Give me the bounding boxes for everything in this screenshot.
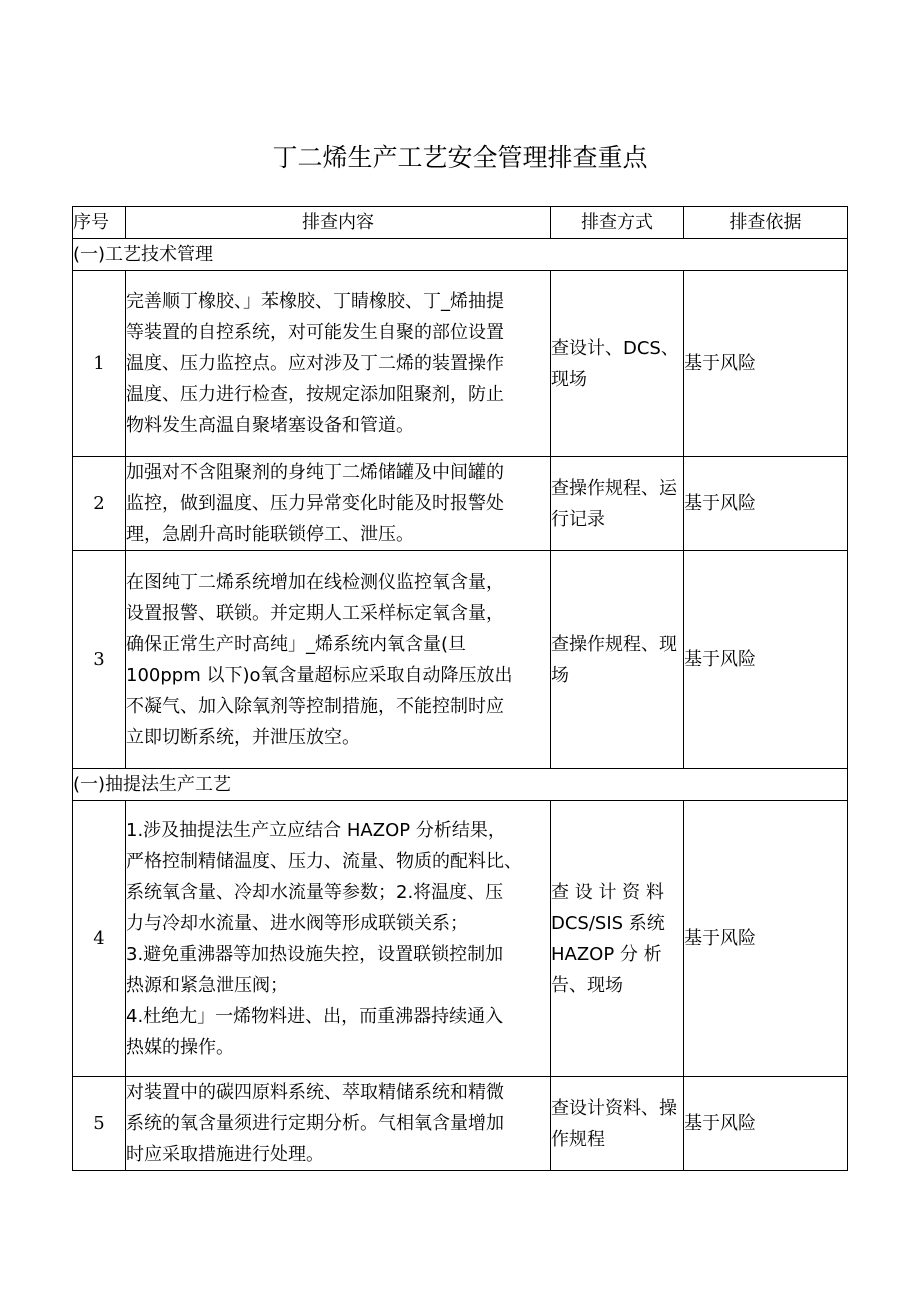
row-basis: 基于风险 xyxy=(684,1077,848,1171)
content-line: 立即切断系统，并泄压放空。 xyxy=(126,726,360,748)
method-line: 查设计、DCS、 xyxy=(551,337,679,359)
section-row xyxy=(73,769,848,801)
header-method: 排查方式 xyxy=(551,207,684,239)
table-row xyxy=(73,1077,848,1171)
content-line: 3.避免重沸器等加热设施失控，设置联锁控制加 xyxy=(126,943,504,965)
header-basis: 排查依据 xyxy=(684,207,848,239)
content-line: 严格控制精储温度、压力、流量、物质的配料比、 xyxy=(126,850,522,872)
content-line: 等装置的自控系统，对可能发生自聚的部位设置 xyxy=(126,322,504,343)
method-line: 告、现场 xyxy=(551,974,623,996)
row-number: 5 xyxy=(73,1077,126,1171)
section-label: (一)工艺技术管理 xyxy=(73,239,848,271)
content-line: 时应采取措施进行处理。 xyxy=(126,1144,324,1165)
row-number: 1 xyxy=(73,271,126,457)
row-method xyxy=(551,457,684,551)
content-line: 监控，做到温度、压力异常变化时能及时报警处 xyxy=(126,493,504,514)
method-line: 行记录 xyxy=(551,508,605,530)
section-row xyxy=(73,239,848,271)
table-row xyxy=(73,271,848,457)
content-line: 热媒的操作。 xyxy=(126,1036,234,1058)
method-line: 查操作规程、现 xyxy=(551,633,677,655)
row-method xyxy=(551,801,684,1077)
header-number: 序号 xyxy=(73,207,126,239)
row-basis: 基于风险 xyxy=(684,801,848,1077)
content-line: 100ppm 以下)o氧含量超标应采取自动降压放出 xyxy=(126,664,513,686)
content-line: 不凝气、加入除氧剂等控制措施，不能控制时应 xyxy=(126,695,504,717)
method-line: 场 xyxy=(551,664,569,686)
method-line: HAZOP 分 析 xyxy=(551,943,662,965)
method-line: 作规程 xyxy=(551,1128,605,1150)
method-line: 查操作规程、运 xyxy=(551,477,677,499)
row-content xyxy=(126,1077,551,1171)
row-method xyxy=(551,271,684,457)
content-line: 4.杜绝尢」一烯物料进、出，而重沸器持续通入 xyxy=(126,1005,504,1027)
content-line: 理，急剧升高时能联锁停工、泄压。 xyxy=(126,524,414,545)
table-header-row xyxy=(73,207,848,239)
content-line: 完善顺丁橡胶、」苯橡胶、丁睛橡胶、丁_烯抽提 xyxy=(126,291,504,312)
row-content xyxy=(126,271,551,457)
content-line: 在图纯丁二烯系统增加在线检测仪监控氧含量， xyxy=(126,571,504,593)
content-line: 温度、压力进行检查，按规定添加阻聚剂，防止 xyxy=(126,384,504,405)
row-basis: 基于风险 xyxy=(684,551,848,769)
content-line: 加强对不含阻聚剂的身纯丁二烯储罐及中间罐的 xyxy=(126,462,504,483)
content-line: 设置报警、联锁。并定期人工采样标定氧含量， xyxy=(126,602,504,624)
row-content xyxy=(126,801,551,1077)
section-label: (一)抽提法生产工艺 xyxy=(73,769,848,801)
row-number: 3 xyxy=(73,551,126,769)
row-number: 4 xyxy=(73,801,126,1077)
method-line: 现场 xyxy=(551,368,587,390)
content-line: 1.涉及抽提法生产立应结合 HAZOP 分析结果， xyxy=(126,819,506,841)
method-line: DCS/SIS 系统 xyxy=(551,912,665,934)
row-method xyxy=(551,551,684,769)
table-row xyxy=(73,457,848,551)
method-line: 查设计资料、操 xyxy=(551,1097,677,1119)
header-content: 排查内容 xyxy=(126,207,551,239)
content-line: 对装置中的碳四原料系统、萃取精储系统和精微 xyxy=(126,1082,504,1103)
row-number: 2 xyxy=(73,457,126,551)
row-content xyxy=(126,551,551,769)
content-line: 系统氧含量、冷却水流量等参数；2.将温度、压 xyxy=(126,881,504,903)
method-line: 查 设 计 资 料 xyxy=(551,881,664,903)
row-content xyxy=(126,457,551,551)
document-title: 丁二烯生产工艺安全管理排查重点 xyxy=(272,143,648,172)
content-line: 物料发生高温自聚堵塞设备和管道。 xyxy=(126,415,414,436)
table-row xyxy=(73,801,848,1077)
content-line: 热源和紧急泄压阀； xyxy=(126,974,288,996)
row-basis: 基于风险 xyxy=(684,271,848,457)
inspection-table xyxy=(72,206,848,1171)
content-line: 温度、压力监控点。应对涉及丁二烯的装置操作 xyxy=(126,353,504,374)
table-row xyxy=(73,551,848,769)
row-basis: 基于风险 xyxy=(684,457,848,551)
content-line: 系统的氧含量须进行定期分析。气相氧含量增加 xyxy=(126,1113,504,1134)
row-method xyxy=(551,1077,684,1171)
content-line: 确保正常生产时高纯」_烯系统内氧含量(旦 xyxy=(126,633,467,655)
content-line: 力与冷却水流量、进水阀等形成联锁关系； xyxy=(126,912,468,934)
